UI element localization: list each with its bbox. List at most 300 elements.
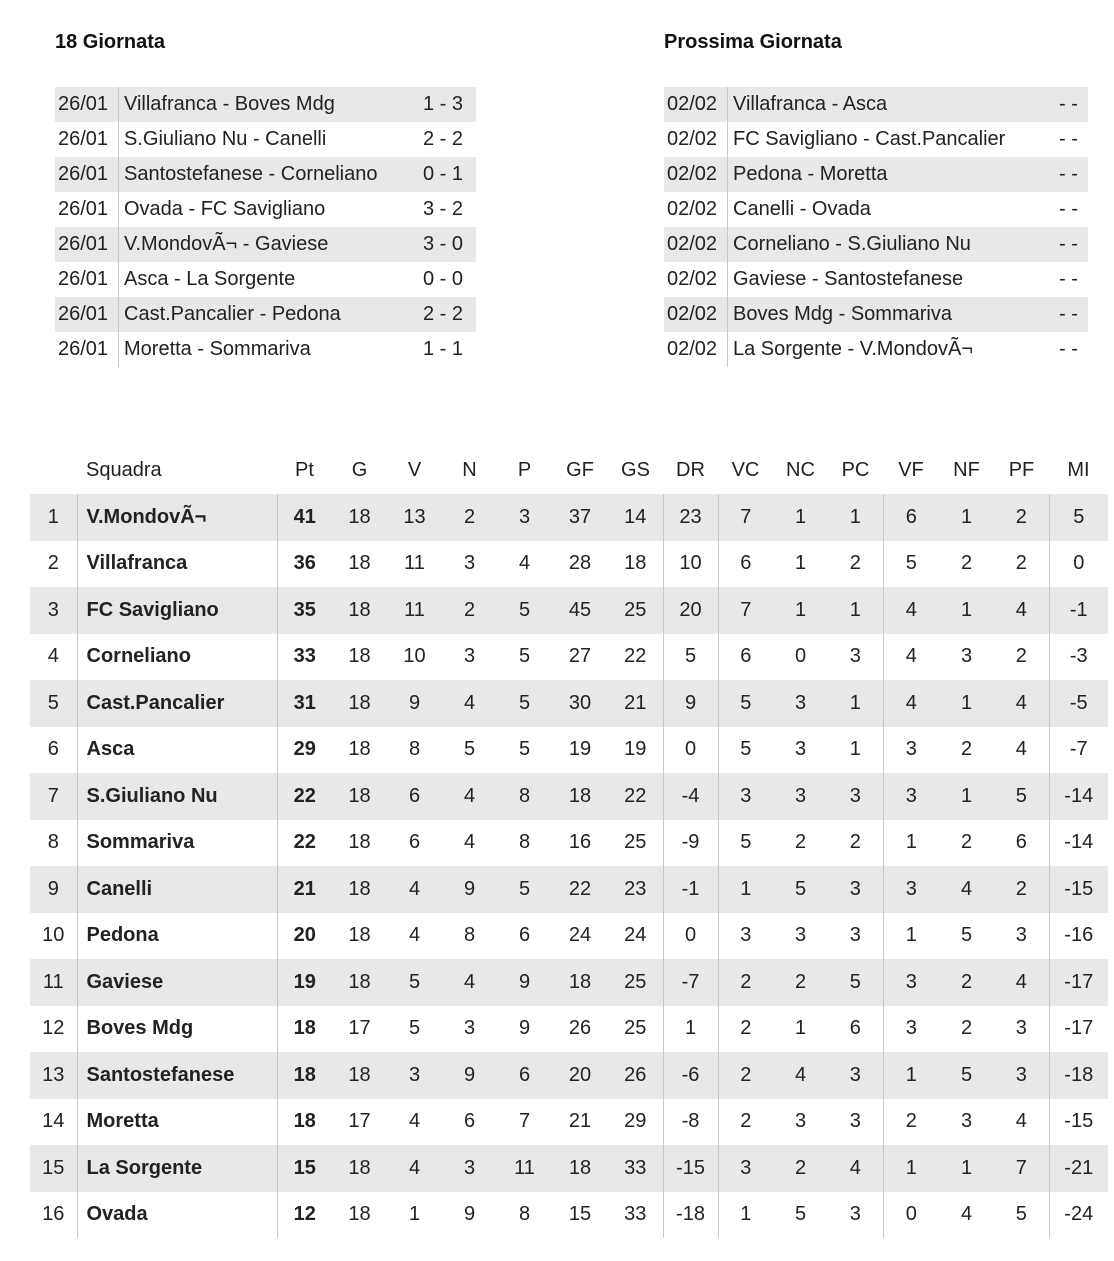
standings-cell-gs: 21 bbox=[608, 680, 663, 727]
standings-cell-gf: 27 bbox=[568, 645, 592, 668]
standings-row bbox=[30, 820, 1108, 867]
standings-cell-v: 4 bbox=[408, 877, 421, 900]
standings-cell-pos: 10 bbox=[30, 913, 77, 960]
standings-cell-gs: 23 bbox=[608, 866, 663, 913]
match-score: - - bbox=[1059, 93, 1078, 115]
header-mi: MI bbox=[1067, 459, 1090, 481]
results-table bbox=[55, 87, 476, 367]
standings-cell-pc: 3 bbox=[828, 866, 883, 913]
standings-cell-g: 18 bbox=[348, 924, 371, 947]
standings-cell-nc: 3 bbox=[794, 784, 807, 807]
standings-cell-vc: 2 bbox=[740, 1110, 752, 1133]
standings-cell-pc: 6 bbox=[828, 1006, 883, 1053]
standings-cell-team: Moretta bbox=[77, 1099, 277, 1146]
standings-cell-vc: 6 bbox=[740, 552, 752, 575]
standings-cell-pf: 3 bbox=[994, 1052, 1049, 1099]
match-date: 02/02 bbox=[664, 227, 728, 262]
standings-cell-gf: 45 bbox=[568, 598, 592, 621]
match-score: - - bbox=[1059, 338, 1078, 360]
standings-cell-mi: -3 bbox=[1069, 645, 1088, 668]
standings-cell-pt: 15 bbox=[293, 1156, 316, 1179]
match-teams: Cast.Pancalier - Pedona bbox=[124, 303, 341, 325]
standings-row bbox=[30, 866, 1108, 913]
standings-cell-v: 13 bbox=[403, 505, 426, 528]
fixtures-table bbox=[664, 87, 1088, 367]
standings-cell-nc: 0 bbox=[794, 645, 807, 668]
match-teams: Gaviese - Santostefanese bbox=[733, 268, 964, 290]
standings-cell-pt: 31 bbox=[293, 691, 316, 714]
standings-cell-g: 18 bbox=[348, 691, 371, 714]
match-score: - - bbox=[1059, 198, 1078, 220]
standings-cell-pf: 2 bbox=[994, 634, 1049, 681]
standings-cell-dr: -9 bbox=[663, 820, 718, 867]
header-pos bbox=[30, 447, 77, 494]
standings-cell-nf: 1 bbox=[960, 598, 973, 621]
standings-cell-vf: 3 bbox=[905, 1017, 917, 1040]
match-date: 02/02 bbox=[664, 297, 728, 332]
standings-cell-v: 4 bbox=[408, 924, 421, 947]
match-score: 2 - 2 bbox=[423, 303, 464, 325]
standings-cell-pc: 3 bbox=[828, 913, 883, 960]
match-date: 26/01 bbox=[55, 192, 119, 227]
standings-cell-mi: 0 bbox=[1073, 552, 1085, 575]
match-score: - - bbox=[1059, 268, 1078, 290]
standings-cell-v: 4 bbox=[408, 1110, 421, 1133]
match-score: 2 - 2 bbox=[423, 128, 464, 150]
standings-cell-gf: 24 bbox=[568, 924, 592, 947]
match-teams: Pedona - Moretta bbox=[733, 163, 888, 185]
standings-cell-mi: 5 bbox=[1073, 505, 1085, 528]
standings-cell-vc: 3 bbox=[740, 924, 752, 947]
standings-row bbox=[30, 634, 1108, 681]
standings-cell-gs: 25 bbox=[608, 1006, 663, 1053]
standings-cell-pt: 36 bbox=[293, 552, 316, 575]
standings-cell-pf: 3 bbox=[994, 913, 1049, 960]
match-date: 26/01 bbox=[55, 87, 119, 122]
standings-cell-pc: 3 bbox=[828, 634, 883, 681]
standings-cell-gs: 25 bbox=[608, 959, 663, 1006]
standings-cell-pos: 3 bbox=[30, 587, 77, 634]
standings-cell-vf: 2 bbox=[905, 1110, 917, 1133]
fixtures-match-row bbox=[664, 332, 1088, 367]
standings-cell-mi: -17 bbox=[1064, 1017, 1094, 1040]
standings-cell-p: 5 bbox=[518, 598, 531, 621]
standings-row bbox=[30, 959, 1108, 1006]
standings-cell-n: 2 bbox=[463, 598, 476, 621]
standings-cell-p: 6 bbox=[518, 924, 531, 947]
header-nc: NC bbox=[786, 459, 815, 481]
standings-cell-vc: 2 bbox=[740, 970, 752, 993]
standings-cell-pos: 7 bbox=[30, 773, 77, 820]
standings-cell-mi: -21 bbox=[1064, 1156, 1094, 1179]
standings-cell-mi: -7 bbox=[1069, 738, 1088, 761]
standings-cell-team: Sommariva bbox=[77, 820, 277, 867]
standings-cell-pos: 16 bbox=[30, 1192, 77, 1239]
results-match-row bbox=[55, 227, 476, 262]
standings-cell-v: 11 bbox=[404, 552, 425, 575]
fixtures-match-row bbox=[664, 262, 1088, 297]
standings-cell-n: 3 bbox=[463, 552, 476, 575]
match-teams: La Sorgente - V.MondovÃ¬ bbox=[733, 338, 973, 360]
standings-cell-team: Canelli bbox=[77, 866, 277, 913]
standings-cell-team: Gaviese bbox=[77, 959, 277, 1006]
standings-cell-v: 4 bbox=[408, 1156, 421, 1179]
results-title: 18 Giornata bbox=[55, 31, 166, 53]
standings-cell-pt: 22 bbox=[293, 831, 316, 854]
standings-cell-p: 5 bbox=[518, 877, 531, 900]
standings-cell-g: 18 bbox=[348, 552, 371, 575]
standings-cell-mi: -1 bbox=[1069, 598, 1088, 621]
standings-cell-v: 6 bbox=[408, 831, 421, 854]
standings-cell-nf: 3 bbox=[960, 645, 973, 668]
match-date: 26/01 bbox=[55, 297, 119, 332]
standings-cell-v: 6 bbox=[408, 784, 421, 807]
match-score: - - bbox=[1059, 128, 1078, 150]
standings-cell-vc: 6 bbox=[740, 645, 752, 668]
standings-cell-gf: 18 bbox=[568, 784, 592, 807]
fixtures-match-row bbox=[664, 87, 1088, 122]
standings-cell-pf: 4 bbox=[994, 727, 1049, 774]
standings-cell-pc: 4 bbox=[828, 1145, 883, 1192]
standings-cell-pos: 12 bbox=[30, 1006, 77, 1053]
match-score: - - bbox=[1059, 303, 1078, 325]
header-nf: NF bbox=[953, 459, 980, 481]
match-teams: Boves Mdg - Sommariva bbox=[733, 303, 952, 325]
standings-cell-pos: 13 bbox=[30, 1052, 77, 1099]
standings-row bbox=[30, 680, 1108, 727]
standings-cell-gs: 14 bbox=[608, 494, 663, 541]
standings-cell-team: Santostefanese bbox=[77, 1052, 277, 1099]
standings-cell-mi: -15 bbox=[1064, 1110, 1094, 1133]
standings-cell-team: Boves Mdg bbox=[77, 1006, 277, 1053]
standings-cell-g: 18 bbox=[348, 738, 371, 761]
results-match-row bbox=[55, 122, 476, 157]
standings-cell-team: Asca bbox=[77, 727, 277, 774]
standings-cell-dr: -18 bbox=[663, 1192, 718, 1239]
standings-cell-dr: -6 bbox=[663, 1052, 718, 1099]
standings-cell-nc: 2 bbox=[794, 1156, 807, 1179]
standings-cell-nc: 1 bbox=[794, 1017, 807, 1040]
standings-cell-pc: 1 bbox=[828, 680, 883, 727]
match-teams: Moretta - Sommariva bbox=[124, 338, 311, 360]
standings-cell-nf: 2 bbox=[960, 1017, 973, 1040]
results-match-row bbox=[55, 192, 476, 227]
standings-cell-pt: 33 bbox=[293, 645, 316, 668]
standings-cell-gs: 33 bbox=[608, 1145, 663, 1192]
standings-header-row bbox=[30, 447, 1108, 494]
standings-cell-vf: 0 bbox=[905, 1203, 917, 1226]
standings-cell-pc: 2 bbox=[828, 820, 883, 867]
standings-cell-p: 4 bbox=[518, 552, 531, 575]
standings-cell-gs: 33 bbox=[608, 1192, 663, 1239]
standings-cell-p: 6 bbox=[518, 1063, 531, 1086]
standings-cell-vc: 2 bbox=[740, 1017, 752, 1040]
standings-cell-gf: 26 bbox=[568, 1017, 592, 1040]
standings-cell-gf: 28 bbox=[568, 552, 592, 575]
match-score: 1 - 3 bbox=[423, 93, 464, 115]
header-gf: GF bbox=[566, 459, 594, 481]
standings-cell-pc: 1 bbox=[828, 587, 883, 634]
standings-cell-vf: 3 bbox=[905, 970, 917, 993]
standings-cell-nf: 1 bbox=[960, 505, 973, 528]
match-score: 3 - 2 bbox=[423, 198, 464, 220]
standings-cell-pt: 18 bbox=[293, 1063, 316, 1086]
standings-cell-pc: 5 bbox=[828, 959, 883, 1006]
standings-cell-dr: 5 bbox=[663, 634, 718, 681]
results-match-row bbox=[55, 262, 476, 297]
header-dr: DR bbox=[676, 459, 705, 481]
header-pc: PC bbox=[841, 459, 870, 481]
standings-cell-nc: 2 bbox=[794, 831, 807, 854]
standings-cell-nf: 5 bbox=[960, 924, 973, 947]
standings-cell-pc: 3 bbox=[828, 773, 883, 820]
standings-cell-pt: 22 bbox=[293, 784, 316, 807]
match-score: - - bbox=[1059, 163, 1078, 185]
standings-cell-pc: 2 bbox=[828, 541, 883, 588]
standings-cell-pos: 1 bbox=[30, 494, 77, 541]
standings-cell-pos: 9 bbox=[30, 866, 77, 913]
standings-cell-v: 9 bbox=[408, 691, 421, 714]
standings-cell-gf: 37 bbox=[568, 505, 592, 528]
standings-cell-n: 3 bbox=[463, 645, 476, 668]
standings-cell-dr: 20 bbox=[663, 587, 718, 634]
standings-cell-v: 5 bbox=[408, 1017, 421, 1040]
standings-row bbox=[30, 1145, 1108, 1192]
standings-cell-vf: 1 bbox=[905, 831, 917, 854]
match-score: - - bbox=[1059, 233, 1078, 255]
standings-cell-n: 5 bbox=[463, 738, 476, 761]
standings-cell-vf: 6 bbox=[905, 505, 917, 528]
standings-cell-gf: 18 bbox=[568, 970, 592, 993]
fixtures-match-row bbox=[664, 297, 1088, 332]
standings-cell-pt: 21 bbox=[293, 877, 316, 900]
standings-cell-team: La Sorgente bbox=[77, 1145, 277, 1192]
standings-cell-pf: 4 bbox=[994, 1099, 1049, 1146]
standings-cell-pf: 6 bbox=[994, 820, 1049, 867]
standings-cell-n: 9 bbox=[463, 1203, 476, 1226]
match-date: 26/01 bbox=[55, 262, 119, 297]
standings-cell-vc: 5 bbox=[740, 738, 752, 761]
standings-cell-vc: 7 bbox=[740, 505, 752, 528]
standings-cell-pos: 6 bbox=[30, 727, 77, 774]
standings-row bbox=[30, 541, 1108, 588]
match-date: 26/01 bbox=[55, 157, 119, 192]
standings-cell-nc: 3 bbox=[794, 738, 807, 761]
standings-cell-pos: 4 bbox=[30, 634, 77, 681]
standings-cell-v: 1 bbox=[408, 1203, 421, 1226]
standings-cell-pf: 4 bbox=[994, 959, 1049, 1006]
standings-cell-g: 18 bbox=[348, 877, 371, 900]
standings-cell-n: 3 bbox=[463, 1017, 476, 1040]
standings-cell-dr: -15 bbox=[663, 1145, 718, 1192]
standings-cell-pos: 8 bbox=[30, 820, 77, 867]
standings-cell-gs: 26 bbox=[608, 1052, 663, 1099]
standings-cell-gf: 15 bbox=[568, 1203, 592, 1226]
standings-cell-nc: 3 bbox=[794, 924, 807, 947]
standings-cell-pt: 41 bbox=[293, 505, 316, 528]
match-score: 1 - 1 bbox=[423, 338, 464, 360]
standings-cell-p: 9 bbox=[518, 1017, 531, 1040]
standings-cell-gf: 16 bbox=[568, 831, 592, 854]
standings-cell-g: 18 bbox=[348, 505, 371, 528]
standings-cell-pf: 5 bbox=[994, 773, 1049, 820]
fixtures-match-row bbox=[664, 157, 1088, 192]
match-teams: Asca - La Sorgente bbox=[124, 268, 296, 290]
results-match-row bbox=[55, 332, 476, 367]
standings-cell-nf: 2 bbox=[960, 831, 973, 854]
standings-cell-n: 9 bbox=[463, 877, 476, 900]
standings-cell-n: 9 bbox=[463, 1063, 476, 1086]
standings-cell-dr: 0 bbox=[663, 913, 718, 960]
standings-cell-n: 4 bbox=[463, 970, 476, 993]
standings-cell-nf: 3 bbox=[960, 1110, 973, 1133]
standings-cell-team: Cast.Pancalier bbox=[77, 680, 277, 727]
standings-cell-pf: 2 bbox=[994, 494, 1049, 541]
standings-cell-vf: 3 bbox=[905, 877, 917, 900]
header-vf: VF bbox=[898, 459, 924, 481]
standings-cell-pc: 3 bbox=[828, 1099, 883, 1146]
standings-cell-p: 8 bbox=[518, 1203, 531, 1226]
standings-cell-n: 2 bbox=[463, 505, 476, 528]
fixtures-title: Prossima Giornata bbox=[664, 31, 842, 53]
match-teams: FC Savigliano - Cast.Pancalier bbox=[733, 128, 1006, 150]
standings-cell-gs: 22 bbox=[608, 634, 663, 681]
results-match-row bbox=[55, 87, 476, 122]
standings-cell-nc: 4 bbox=[794, 1063, 807, 1086]
standings-cell-gf: 30 bbox=[568, 691, 592, 714]
standings-cell-gs: 22 bbox=[608, 773, 663, 820]
standings-cell-vc: 1 bbox=[740, 1203, 752, 1226]
standings-cell-pc: 1 bbox=[828, 727, 883, 774]
match-teams: V.MondovÃ¬ - Gaviese bbox=[124, 233, 329, 255]
standings-cell-g: 18 bbox=[348, 1156, 371, 1179]
standings-cell-p: 3 bbox=[518, 505, 531, 528]
match-teams: Ovada - FC Savigliano bbox=[124, 198, 326, 220]
header-team: Squadra bbox=[86, 459, 162, 481]
header-v: V bbox=[407, 459, 422, 481]
standings-cell-n: 4 bbox=[463, 831, 476, 854]
header-n: N bbox=[462, 459, 477, 481]
standings-cell-g: 18 bbox=[348, 1063, 371, 1086]
standings-cell-pf: 2 bbox=[994, 866, 1049, 913]
standings-cell-g: 17 bbox=[348, 1017, 371, 1040]
standings-cell-team: S.Giuliano Nu bbox=[77, 773, 277, 820]
standings-cell-gs: 18 bbox=[608, 541, 663, 588]
standings-cell-v: 3 bbox=[408, 1063, 421, 1086]
standings-cell-vf: 1 bbox=[905, 1156, 917, 1179]
standings-cell-dr: 9 bbox=[663, 680, 718, 727]
standings-cell-n: 3 bbox=[463, 1156, 476, 1179]
standings-cell-pf: 7 bbox=[994, 1145, 1049, 1192]
standings-cell-vf: 1 bbox=[905, 1063, 917, 1086]
match-score: 3 - 0 bbox=[423, 233, 464, 255]
match-date: 02/02 bbox=[664, 87, 728, 122]
standings-cell-vf: 4 bbox=[905, 645, 917, 668]
standings-cell-v: 8 bbox=[408, 738, 421, 761]
standings-cell-n: 4 bbox=[463, 691, 476, 714]
standings-cell-dr: -1 bbox=[663, 866, 718, 913]
standings-cell-nf: 2 bbox=[960, 970, 973, 993]
standings-cell-g: 18 bbox=[348, 1203, 371, 1226]
standings-row bbox=[30, 773, 1108, 820]
standings-cell-gf: 18 bbox=[568, 1156, 592, 1179]
results-match-row bbox=[55, 157, 476, 192]
standings-table bbox=[30, 447, 1108, 1238]
standings-cell-pf: 2 bbox=[994, 541, 1049, 588]
fixtures-match-row bbox=[664, 227, 1088, 262]
header-pf: PF bbox=[1008, 459, 1035, 481]
standings-cell-mi: -18 bbox=[1064, 1063, 1094, 1086]
standings-cell-vf: 1 bbox=[905, 924, 917, 947]
match-score: 0 - 1 bbox=[423, 163, 464, 185]
standings-cell-vf: 5 bbox=[905, 552, 917, 575]
standings-cell-pt: 35 bbox=[293, 598, 316, 621]
standings-cell-pos: 15 bbox=[30, 1145, 77, 1192]
standings-cell-g: 18 bbox=[348, 598, 371, 621]
match-teams: Villafranca - Asca bbox=[733, 93, 888, 115]
standings-cell-dr: -8 bbox=[663, 1099, 718, 1146]
standings-cell-mi: -14 bbox=[1064, 831, 1094, 854]
match-score: 0 - 0 bbox=[423, 268, 464, 290]
match-teams: Villafranca - Boves Mdg bbox=[124, 93, 335, 115]
standings-cell-pt: 29 bbox=[293, 738, 316, 761]
standings-cell-n: 8 bbox=[463, 924, 476, 947]
standings-cell-g: 18 bbox=[348, 970, 371, 993]
standings-cell-mi: -14 bbox=[1064, 784, 1094, 807]
standings-cell-pos: 14 bbox=[30, 1099, 77, 1146]
standings-cell-nf: 1 bbox=[960, 691, 973, 714]
standings-cell-v: 11 bbox=[404, 598, 425, 621]
standings-cell-gf: 22 bbox=[568, 877, 592, 900]
standings-cell-n: 4 bbox=[463, 784, 476, 807]
standings-cell-vc: 1 bbox=[740, 877, 752, 900]
standings-cell-gs: 25 bbox=[608, 820, 663, 867]
standings-cell-dr: 10 bbox=[663, 541, 718, 588]
standings-cell-team: FC Savigliano bbox=[77, 587, 277, 634]
standings-cell-team: Pedona bbox=[77, 913, 277, 960]
match-teams: Corneliano - S.Giuliano Nu bbox=[733, 233, 971, 255]
standings-cell-gf: 21 bbox=[568, 1110, 592, 1133]
match-date: 26/01 bbox=[55, 227, 119, 262]
match-date: 02/02 bbox=[664, 192, 728, 227]
standings-cell-nc: 2 bbox=[794, 970, 807, 993]
fixtures-match-row bbox=[664, 122, 1088, 157]
fixtures-match-row bbox=[664, 192, 1088, 227]
standings-cell-mi: -17 bbox=[1064, 970, 1094, 993]
standings-cell-nf: 4 bbox=[960, 877, 973, 900]
header-gs: GS bbox=[621, 459, 650, 481]
standings-cell-nf: 1 bbox=[960, 1156, 973, 1179]
standings-cell-nc: 5 bbox=[794, 877, 807, 900]
standings-cell-gs: 19 bbox=[608, 727, 663, 774]
standings-cell-g: 18 bbox=[348, 831, 371, 854]
standings-row bbox=[30, 913, 1108, 960]
standings-cell-vf: 3 bbox=[905, 738, 917, 761]
standings-cell-vc: 7 bbox=[740, 598, 752, 621]
standings-cell-p: 8 bbox=[518, 831, 531, 854]
standings-cell-nc: 1 bbox=[794, 552, 807, 575]
standings-cell-dr: 23 bbox=[663, 494, 718, 541]
standings-cell-nc: 5 bbox=[794, 1203, 807, 1226]
standings-cell-mi: -15 bbox=[1064, 877, 1094, 900]
match-date: 02/02 bbox=[664, 122, 728, 157]
standings-row bbox=[30, 1192, 1108, 1239]
standings-cell-nf: 4 bbox=[960, 1203, 973, 1226]
standings-cell-nf: 5 bbox=[960, 1063, 973, 1086]
standings-cell-p: 9 bbox=[518, 970, 531, 993]
standings-cell-g: 17 bbox=[348, 1110, 371, 1133]
standings-cell-pos: 2 bbox=[30, 541, 77, 588]
